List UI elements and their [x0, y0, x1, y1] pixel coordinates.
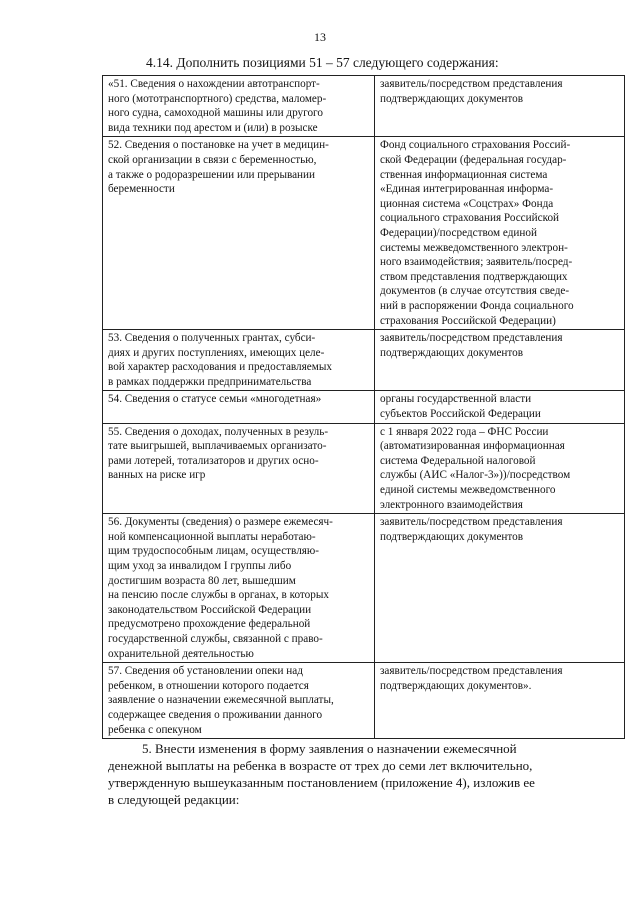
- positions-table: [102, 75, 625, 739]
- row-53-source: заявитель/посредством представления подтверждающих документов: [375, 330, 625, 391]
- section-heading: 4.14. Дополнить позициями 51 – 57 следующего содержания:: [146, 55, 499, 70]
- row-55-source: с 1 января 2022 года – ФНС России (автоматизированная информационная система Федеральной налоговой службы (АИС «Налог-3»))/посредством единой системы межведомственного электронного взаимодействия: [375, 423, 625, 514]
- row-54-source: органы государственной власти субъектов Российской Федерации: [375, 391, 625, 423]
- row-56-source: заявитель/посредством представления подтверждающих документов: [375, 514, 625, 663]
- section-5-paragraph: 5. Внести изменения в форму заявления о назначении ежемесячной денежной выплаты на ребенка в возрасте от трех до семи лет включительно, утвержденную вышеуказанным постановлением (приложение 4), изложив ее в следующей редакции:: [108, 741, 535, 807]
- table-row: [103, 663, 625, 739]
- row-51-description: «51. Сведения о нахождении автотранспорт- ного (мототранспортного) средства, маломер- ного судна, самоходной машины или другого вида техники под арестом и (или) в розыске: [103, 76, 375, 137]
- row-52-source: Фонд социального страхования Россий- ской Федерации (федеральная государ- ственная информационная система «Единая интегрированная информа- ционная система «Соцстрах» Фонда социального страхования Российской Федерации)/посредством единой системы межведомственного электрон- ного взаимодействия; заявитель/посред- ством представления подтверждающих документов (в случае отсутствия сведе- ний в распоряжении Фонда социального страхования Российской Федерации): [375, 137, 625, 330]
- table-row: [103, 76, 625, 137]
- row-54-description: 54. Сведения о статусе семьи «многодетная»: [103, 391, 375, 423]
- row-55-description: 55. Сведения о доходах, полученных в резуль- тате выигрышей, выплачиваемых организато- рами лотерей, тотализаторов и других осно- ванных на риске игр: [103, 423, 375, 514]
- row-57-source: заявитель/посредством представления подтверждающих документов».: [375, 663, 625, 739]
- row-51-source: заявитель/посредством представления подтверждающих документов: [375, 76, 625, 137]
- page-number: 13: [314, 30, 326, 44]
- table-row: [103, 423, 625, 514]
- table-row: [103, 514, 625, 663]
- row-57-description: 57. Сведения об установлении опеки над ребенком, в отношении которого подается заявление о назначении ежемесячной выплаты, содержащее сведения о проживании данного ребенка с опекуном: [103, 663, 375, 739]
- row-56-description: 56. Документы (сведения) о размере ежемесяч- ной компенсационной выплаты неработаю- щим трудоспособным лицам, осуществляю- щим уход за инвалидом I группы либо достигшим возраста 80 лет, вышедшим на пенсию после службы в органах, в которых законодательством Российской Федерации предусмотрено прохождение федеральной государственной службы, связанной с право- охранительной деятельностью: [103, 514, 375, 663]
- row-53-description: 53. Сведения о полученных грантах, субси- диях и других поступлениях, имеющих целе- вой характер расходования и предоставляемых в рамках поддержки предпринимательства: [103, 330, 375, 391]
- row-52-description: 52. Сведения о постановке на учет в медицин- ской организации в связи с беременностью, а также о родоразрешении или прерывании беременности: [103, 137, 375, 330]
- table-row: [103, 137, 625, 330]
- table-row: [103, 391, 625, 423]
- table-row: [103, 330, 625, 391]
